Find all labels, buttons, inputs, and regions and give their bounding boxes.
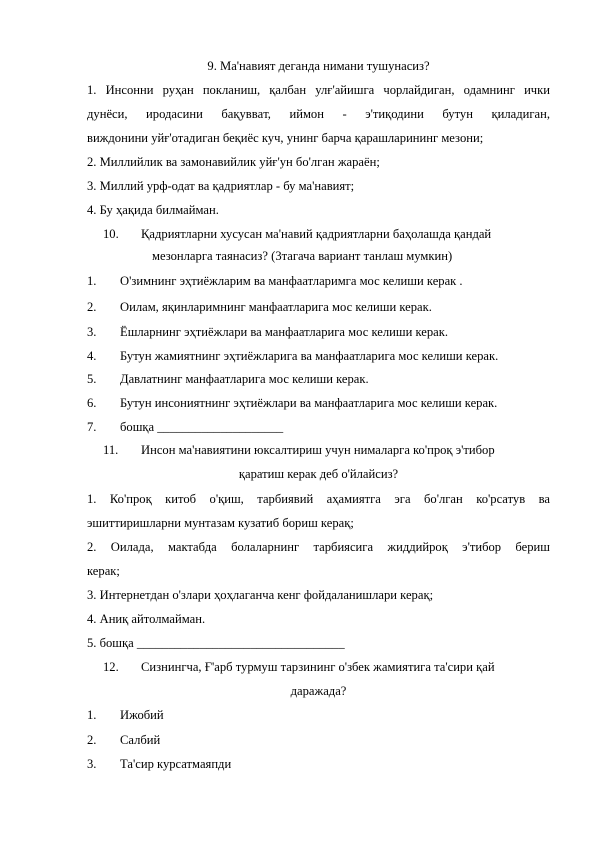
q9-answer-3: 3. Миллий урф-одат ва қадриятлар - бу ма'навият; — [87, 179, 355, 193]
q10-option-number: 4. — [87, 349, 97, 363]
q10-option-number: 5. — [87, 372, 97, 386]
question-11-title-line-1: Инсон ма'навиятини юксалтириш учун нималарга ко'проқ э'тибор — [141, 443, 495, 457]
q11-answer-1-line-2: эшиттиришларни мунтазам кузатиб бориш керақ; — [87, 516, 354, 530]
question-10-number: 10. — [103, 227, 119, 241]
q12-option-number: 2. — [87, 733, 97, 747]
q10-option-number: 1. — [87, 274, 97, 288]
q10-option-number: 6. — [87, 396, 97, 410]
q10-option-text: Бутун инсониятнинг эҳтиёжлари ва манфаатларига мос келиши керак. — [120, 396, 498, 410]
q10-option-text: Давлатнинг манфаатларига мос келиши керак. — [120, 372, 369, 386]
q9-answer-1-line-3: виждонини уйғ'отадиган беқиёс куч, унинг барча қарашларининг мезони; — [87, 131, 484, 145]
question-10-title-line-1: Қадриятларни хусусан ма'навий қадриятларни баҳолашда қандай — [141, 227, 492, 241]
q9-answer-1-line-2: дунёси, иродасини бақуввaт, иймон - э'тиқодини бутун қиладиган, — [87, 107, 550, 121]
q10-option-number: 3. — [87, 325, 97, 339]
q9-answer-1-line-1: 1. Инсонни руҳан покланиш, қалбан улғ'айишга чорлайдиган, одамнинг ички — [87, 83, 550, 97]
question-12-title-line-2: даражада? — [290, 684, 347, 698]
q10-option-number: 7. — [87, 420, 97, 434]
q12-option-text: Ижобий — [120, 708, 164, 722]
question-12-title-line-1: Сизнингча, Ғ'арб турмуш тарзининг о'збек жамиятига та'сири қай — [141, 660, 495, 674]
q11-answer-5: 5. бошқа _________________________________ — [87, 636, 345, 650]
q11-answer-2-line-1: 2. Оилада, мактабда болаларнинг тарбиясига жиддийроқ э'тибор бериш — [87, 540, 550, 554]
q12-option-number: 1. — [87, 708, 97, 722]
q11-answer-2-line-2: керак; — [87, 564, 120, 578]
q10-option-text: Ёшларнинг эҳтиёжлари ва манфаатларига мос келиши керак. — [120, 325, 449, 339]
question-9-title: 9. Ма'навият деганда нимани тушунасиз? — [207, 59, 430, 73]
q9-answer-4: 4. Бу ҳақида билмайман. — [87, 203, 219, 217]
q12-option-text: Та'сир курсатмаяпди — [120, 757, 232, 771]
q10-option-text: О'зимнинг эҳтиёжларим ва манфаатларимга мос келиши керак . — [120, 274, 463, 288]
q10-option-text: Оилам, яқинларимнинг манфаатларига мос келиши керак. — [120, 300, 432, 314]
q12-option-number: 3. — [87, 757, 97, 771]
q11-answer-4: 4. Аниқ айтолмайман. — [87, 612, 206, 626]
q9-answer-2: 2. Миллийлик ва замонавийлик уйғ'ун бо'лган жараён; — [87, 155, 380, 169]
q11-answer-3: 3. Интернетдан о'злари ҳоҳлаганча кенг фойдаланишлари керақ; — [87, 588, 434, 602]
question-12-number: 12. — [103, 660, 119, 674]
q12-option-text: Салбий — [120, 733, 161, 747]
q10-option-number: 2. — [87, 300, 97, 314]
question-11-number: 11. — [103, 443, 119, 457]
question-11-title-line-2: қаратиш керак деб о'йлайсиз? — [238, 467, 399, 481]
q10-option-text: Бутун жамиятнинг эҳтиёжларига ва манфаатларига мос келиши керак. — [120, 349, 499, 363]
question-10-title-line-2: мезонларга таянасиз? (3тагача вариант танлаш мумкин) — [152, 249, 453, 263]
q10-option-text: бошқа ____________________ — [120, 420, 284, 434]
q11-answer-1-line-1: 1. Ко'проқ китоб о'қиш, тарбиявий аҳамиятга эга бо'лган ко'рсатув ва — [87, 492, 550, 506]
